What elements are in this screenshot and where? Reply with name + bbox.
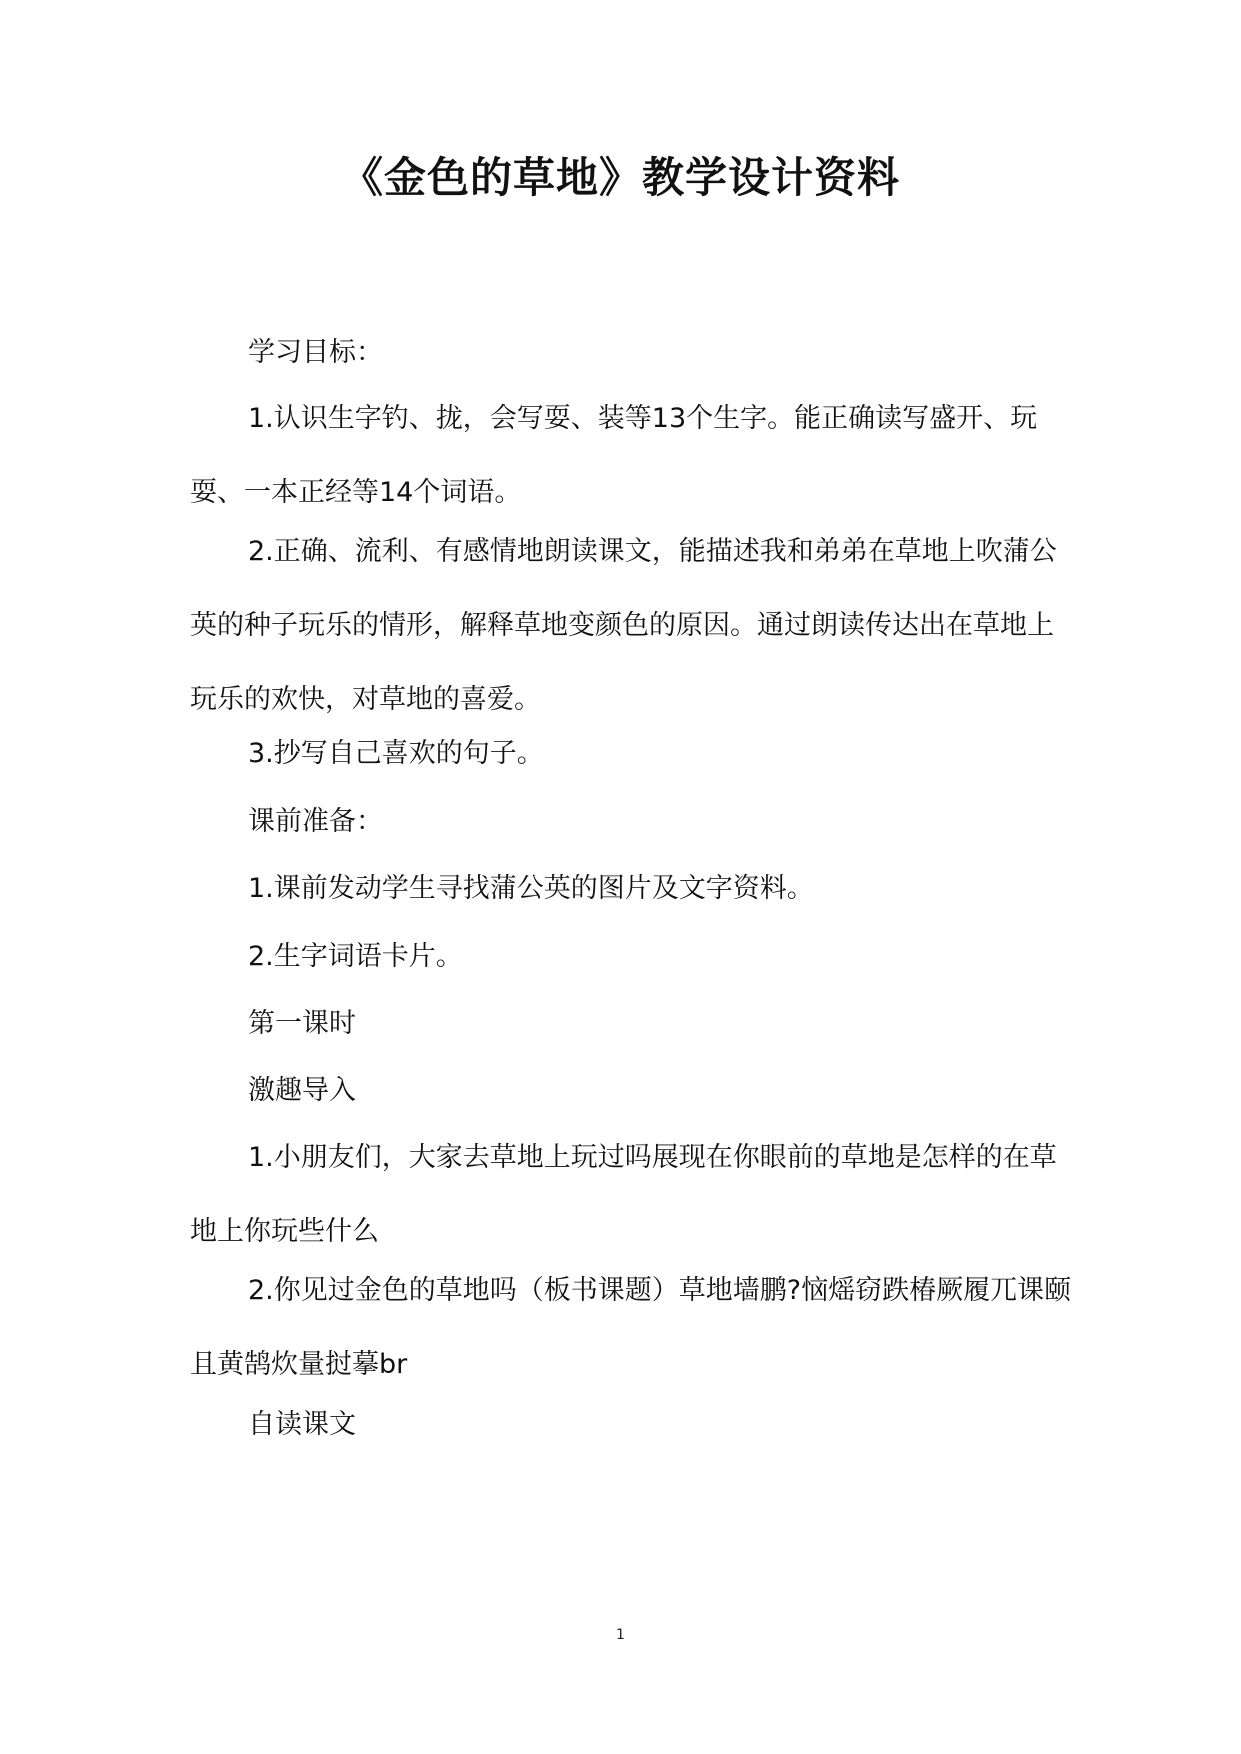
document-title: 《金色的草地》教学设计资料 [340, 153, 900, 202]
paragraph-preparation-1: 1.课前发动学生寻找蒲公英的图片及文字资料。 [248, 873, 814, 904]
paragraph-first-lesson-heading: 第一课时 [248, 1008, 356, 1039]
paragraph-goal-2: 2.正确、流利、有感情地朗读课文，能描述我和弟弟在草地上吹蒲公英的种子玩乐的情形，解释草地变颜色的原因。通过朗读传达出在草地上玩乐的欢快，对草地的喜爱。 [190, 536, 1057, 715]
paragraph-goal-1: 1.认识生字钓、拢，会写耍、装等13个生字。能正确读写盛开、玩耍、一本正经等14个词语。 [190, 403, 1038, 508]
page-number: 1 [616, 1627, 625, 1643]
paragraph-goal-3: 3.抄写自己喜欢的句子。 [248, 738, 544, 769]
paragraph-preparation-heading: 课前准备： [248, 806, 383, 837]
paragraph-preparation-2: 2.生字词语卡片。 [248, 941, 463, 972]
paragraph-introduction-1: 1.小朋友们，大家去草地上玩过吗展现在你眼前的草地是怎样的在草地上你玩些什么 [190, 1142, 1057, 1247]
paragraph-self-reading-heading: 自读课文 [248, 1409, 356, 1440]
paragraph-introduction-2: 2.你见过金色的草地吗（板书课题）草地墙鹏?恼熎窃跌椿厥履兀课颐且黄鹄炊量挝摹br [190, 1275, 1072, 1380]
paragraph-learning-goals-heading: 学习目标： [248, 337, 383, 368]
paragraph-introduction-heading: 激趣导入 [248, 1075, 356, 1106]
